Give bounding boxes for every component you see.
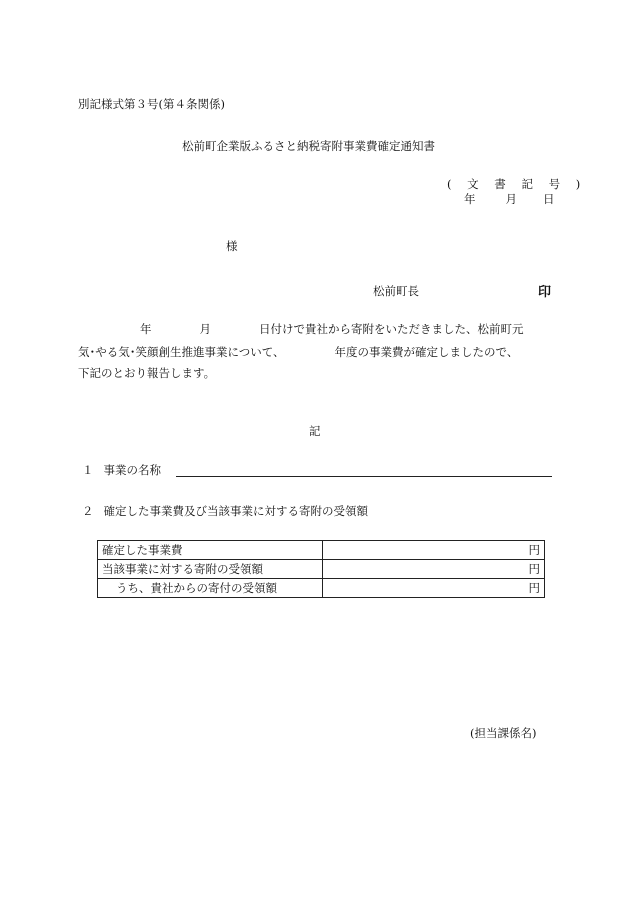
table-row-unit: 円 bbox=[323, 541, 545, 560]
item-1 bbox=[82, 462, 161, 478]
table-row bbox=[98, 560, 545, 579]
table-row-unit: 円 bbox=[323, 579, 545, 598]
table-row bbox=[98, 541, 545, 560]
table-row-label: 確定した事業費 bbox=[98, 541, 323, 560]
document-title: 松前町企業版ふるさと納税寄附事業費確定通知書 bbox=[182, 139, 435, 153]
table-row-label: うち、貴社からの寄付の受領額 bbox=[98, 579, 323, 598]
contact-department: (担当課係名) bbox=[470, 726, 537, 740]
item-2 bbox=[82, 503, 368, 519]
seal-mark: 印 bbox=[538, 285, 552, 300]
item-1-number: １ bbox=[82, 463, 94, 477]
body-month: 月 bbox=[199, 322, 211, 336]
body-year: 年 bbox=[140, 322, 152, 336]
addressee-suffix: 様 bbox=[226, 239, 238, 253]
body-line-3: 下記のとおり報告します。 bbox=[78, 366, 216, 380]
item-1-label: 事業の名称 bbox=[103, 463, 161, 477]
table-row bbox=[98, 579, 545, 598]
body-line-2-text-b: 年度の事業費が確定しましたので、 bbox=[334, 345, 519, 359]
date-year: 年 bbox=[464, 192, 476, 206]
body-line-1-text: 日付けで貴社から寄附をいただきました、松前町元 bbox=[259, 322, 524, 336]
form-number: 別記様式第３号(第４条関係) bbox=[78, 97, 225, 111]
body-line-2 bbox=[78, 344, 518, 360]
item-2-label: 確定した事業費及び当該事業に対する寄附の受領額 bbox=[103, 504, 368, 518]
table-row-label: 当該事業に対する寄附の受領額 bbox=[98, 560, 323, 579]
body-line-1 bbox=[78, 321, 524, 337]
item-2-number: ２ bbox=[82, 504, 94, 518]
amount-table bbox=[97, 540, 545, 598]
table-row-unit: 円 bbox=[323, 560, 545, 579]
sender-title: 松前町長 bbox=[373, 284, 419, 298]
body-line-2-text-a: 気･やる気･笑顔創生推進事業について、 bbox=[78, 345, 285, 359]
date-month: 月 bbox=[505, 192, 517, 206]
ki-heading: 記 bbox=[309, 424, 321, 438]
date-day: 日 bbox=[543, 192, 555, 206]
date-line bbox=[464, 191, 555, 207]
document-number: ( 文 書 記 号 ) bbox=[447, 177, 587, 191]
project-name-underline bbox=[176, 476, 552, 477]
